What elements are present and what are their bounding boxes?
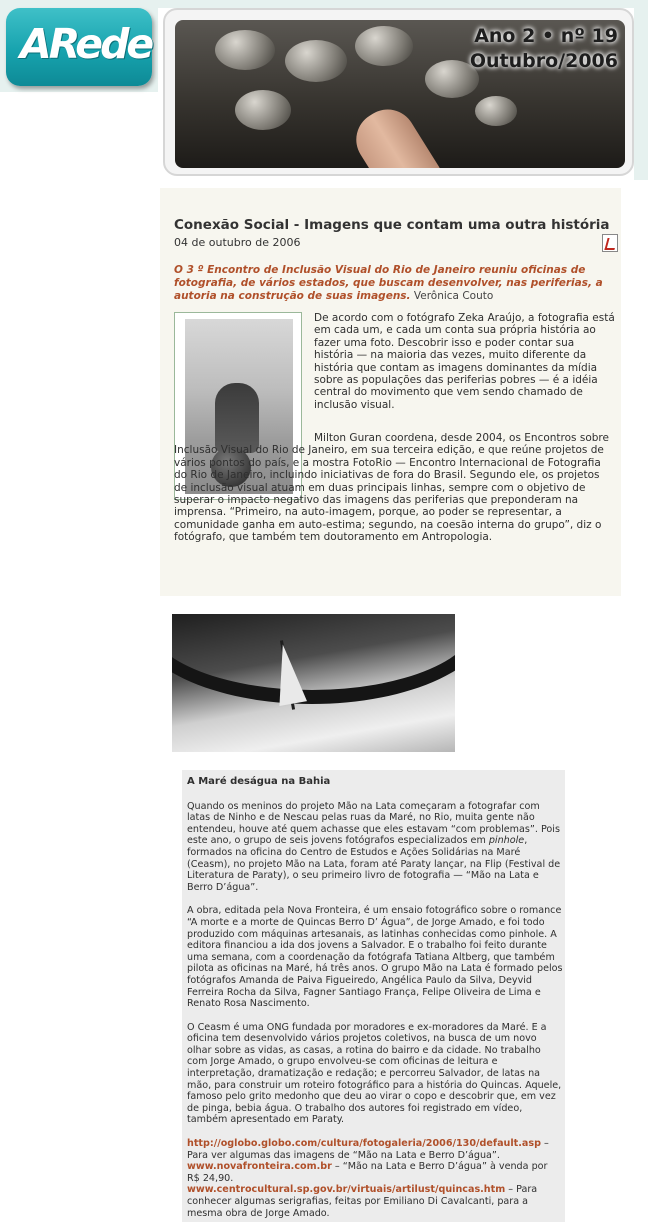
knob-shape [215,30,275,70]
sidebar-content [187,776,563,1219]
pdf-icon[interactable] [602,234,618,252]
link-description: – Para conhecer algumas serigrafias, feitas por Emiliano Di Cavalcanti, para a mesma obra de Jorge Amado. [187,1184,538,1219]
issue-info [470,24,618,74]
header-strip [155,0,648,8]
link-item [187,1184,563,1219]
article-title: Conexão Social - Imagens que contam uma outra história [174,217,610,233]
boat-photo [172,614,455,752]
issue-date: Outubro/2006 [469,50,618,72]
lead-text: O 3 º Encontro de Inclusão Visual do Rio de Janeiro reuniu oficinas de fotografia, de vários estados, que buscam desenvolver, nas periferias, a autoria na construção de suas imagens. [174,264,603,302]
link-description: – “Mão na Lata e Berro D’água” à venda por R$ 24,90. [187,1161,548,1184]
article-lead [174,264,615,303]
sidebar-text: Quando os meninos do projeto Mão na Lata começaram a fotografar com latas de Ninho e de Nescau pelas ruas da Maré, no Rio, muita gente não entendeu, houve até quem achasse que eles estavam “com problemas”. Pois este ano, o grupo de seis jovens fotógrafos especializados em [187,800,560,847]
sidebar-emphasis: pinhole [488,835,525,847]
header-banner [163,8,634,176]
link-description: – Para ver algumas das imagens de “Mão na Lata e Berro D’água”. [187,1138,549,1161]
sidebar-text: , formados na oficina do Centro de Estudos e Ações Solidárias na Maré (Ceasm), no projeto Mão na Lata, foram até Paraty lançar, na Flip (Festival de Literatura de Paraty), o seu primeiro livro de fotografia — “Mão na Lata e Berro D’água”. [187,835,561,893]
knob-shape [475,96,517,126]
article-date: 04 de outubro de 2006 [174,236,301,249]
sidebar-title: A Maré deságua na Bahia [187,776,331,787]
knob-shape [235,90,291,130]
link-item [187,1138,563,1161]
knob-shape [355,26,413,66]
novafronteira-link[interactable]: www.novafronteira.com.br [187,1161,332,1173]
logo-text: ARede [20,20,152,68]
finger-shape [346,99,445,168]
knob-shape [285,40,347,82]
centrocultural-link[interactable]: www.centrocultural.sp.gov.br/virtuais/artilust/quincas.htm [187,1184,506,1196]
site-logo[interactable] [6,8,152,86]
header-side-strip [634,0,648,180]
article-paragraph: Milton Guran coordena, desde 2004, os Encontros sobre Inclusão Visual do Rio de Janeiro, em sua terceira edição, e que reúne projetos de vários pontos do país, e a mostra FotoRio — Encontro Internacional de Fotografia do Rio de Janeiro, incluindo iniciativas de fora do Brasil. Segundo ele, os projetos de inclusão visual atuam em duas principais linhas, sempre com o objetivo de superar o impacto negativo das imagens das periferias que preponderam na imprensa. “Primeiro, na auto-imagem, porque, ao poder se representar, a comunidade ganha em auto-estima; segundo, na coesão interna do grupo”, diz o fotógrafo, que também tem doutoramento em Antropologia. [174,432,609,544]
sidebar-box [182,770,565,1222]
sidebar-links [187,1138,563,1219]
article-panel [160,188,621,596]
link-item [187,1161,563,1184]
photo-vignette [172,614,455,704]
issue-number: Ano 2 • nº 19 [474,25,618,47]
article-header [174,216,615,303]
sidebar-paragraph: O Ceasm é uma ONG fundada por moradores e ex-moradores da Maré. E a oficina tem desenvolvido vários projetos coletivos, na busca de um novo olhar sobre as vidas, as casas, a rotina do bairro e da cidade. No trabalho com Jorge Amado, o grupo envolveu-se com oficinas de leitura e interpretação, dramatização e redação; e percorreu Salvador, de latas na mão, para construir um roteiro fotográfico para a história do Quincas. Aquele, famoso pelo grito medonho que deu ao virar o copo e descobrir que, em vez de pinga, bebia água. O trabalho dos autores foi registrado em vídeo, também apresentado em Paraty. [187,1021,562,1126]
sidebar-paragraph [187,801,563,894]
article-author: Verônica Couto [413,290,494,302]
oglobo-link[interactable]: http://oglobo.globo.com/cultura/fotogaleria/2006/130/default.asp [187,1138,541,1150]
sidebar-paragraph: A obra, editada pela Nova Fronteira, é um ensaio fotográfico sobre o romance “A morte e a morte de Quincas Berro D’ Água”, de Jorge Amado, e foi todo produzido com máquinas artesanais, as latinhas conhecidas como pinhole. A editora financiou a ida dos jovens a Salvador. E o trabalho foi feito durante uma semana, com a coordenação da fotógrafa Tatiana Altberg, que também pilota as oficinas na Maré, há três anos. O grupo Mão na Lata é formado pelos fotógrafos Amanda de Paiva Figueiredo, Angélica Paulo da Silva, Deyvid Ferreira Rocha da Silva, Fagner Santiago França, Felipe Oliveira de Lima e Renato Rosa Nascimento. [187,905,563,1010]
article-paragraph: De acordo com o fotógrafo Zeka Araújo, a fotografia está em cada um, e cada um conta sua própria história ao fazer uma foto. Descobrir isso e poder contar sua história — na maioria das vezes, muito diferente da história que contam as imagens dominantes da mídia sobre as populações das periferias pobres — é a idéia central do movimento que vem sendo chamado de inclusão visual. [314,312,615,411]
